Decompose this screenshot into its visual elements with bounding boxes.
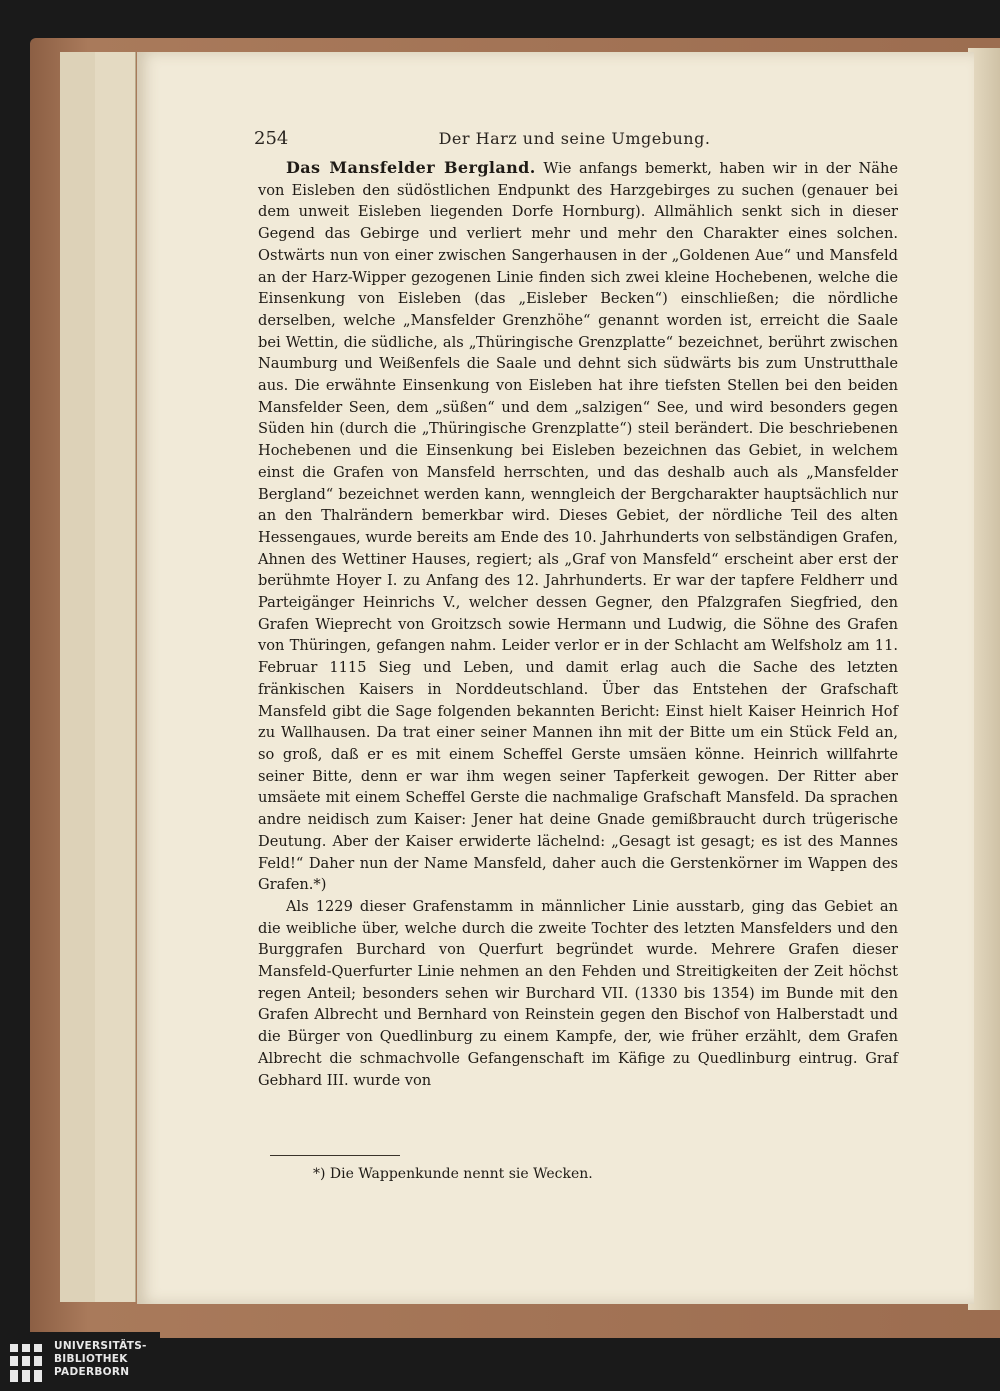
running-head: Der Harz und seine Umgebung. (438, 129, 711, 148)
paragraph-1 (258, 157, 898, 896)
paragraph-1-text: Wie anfangs bemerkt, haben wir in der Nähe von Eisleben den südöstlichen Endpunkt des Harzgebirges zu suchen (genauer bei dem unweit Eisleben liegenden Dorfe Hornburg). Allmählich senkt sich in dieser Gegend das Gebirge und verliert mehr und mehr den Charakter eines solchen. Ostwärts nun von einer zwischen Sangerhausen in der „Goldenen Aue“ und Mansfeld an der Harz-Wipper gezogenen Linie finden sich zwei kleine Hochebenen, welche die Einsenkung von Eisleben (das „Eisleber Becken“) einschließen; die nördliche derselben, welche „Mansfelder Grenzhöhe“ genannt worden ist, erreicht die Saale bei Wettin, die südliche, als „Thüringische Grenzplatte“ bezeichnet, berührt zwischen Naumburg und Weißenfels die Saale und dehnt sich südwärts bis zum Unstrutthale aus. Die erwähnte Einsenkung von Eisleben hat ihre tiefsten Stellen bei den beiden Mansfelder Seen, dem „süßen“ und dem „salzigen“ See, und wird besonders gegen Süden hin (durch die „Thüringische Grenzplatte“) steil berändert. Die beschriebenen Hochebenen und die Einsenkung bei Eisleben bezeichnen das Gebiet, in welchem einst die Grafen von Mansfeld herrschten, und das deshalb auch als „Mansfelder Bergland“ bezeichnet werden kann, wenngleich der Bergcharakter hauptsächlich nur an den Thalrändern bemerkbar wird. Dieses Gebiet, der nördliche Teil des alten Hessengaues, wurde bereits am Ende des 10. Jahrhunderts von selbständigen Grafen, Ahnen des Wettiner Hauses, regiert; als „Graf von Mansfeld“ erscheint aber erst der berühmte Hoyer I. zu Anfang des 12. Jahrhunderts. Er war der tapfere Feldherr und Parteigänger Heinrichs V., welcher dessen Gegner, den Pfalzgrafen Siegfried, den Grafen Wieprecht von Groitzsch sowie Hermann und Ludwig, die Söhne des Grafen von Thüringen, gefangen nahm. Leider verlor er in der Schlacht am Welfsholz am 11. Februar 1115 Sieg und Leben, und damit erlag auch die Sache des letzten fränkischen Kaisers in Norddeutschland. Über das Entstehen der Grafschaft Mansfeld gibt die Sage folgenden bekannten Bericht: Einst hielt Kaiser Heinrich Hof zu Wallhausen. Da trat einer seiner Mannen ihn mit der Bitte um ein Stück Feld an, so groß, daß er es mit einem Scheffel Gerste umsäen könne. Heinrich willfahrte seiner Bitte, denn er war ihm wegen seiner Tapferkeit gewogen. Der Ritter aber umsäete mit einem Scheffel Gerste die nachmalige Grafschaft Mansfeld. Da sprachen andre neidisch zum Kaiser: Jener hat deine Gnade gemißbraucht durch trügerische Deutung. Aber der Kaiser erwiderte lächelnd: „Gesagt ist gesagt; es ist des Mannes Feld!“ Daher nun der Name Mansfeld, daher auch die Gerstenkörner im Wappen des Grafen.*) (258, 160, 898, 894)
paragraph-2: Als 1229 dieser Grafenstamm in männlicher Linie ausstarb, ging das Gebiet an die weibliche über, welche durch die zweite Tochter des letzten Mansfelders und den Burggrafen Burchard von Querfurt begründet wurde. Mehrere Grafen dieser Mansfeld-Querfurter Linie nehmen an den Fehden und Streitigkeiten der Zeit höchst regen Anteil; besonders sehen wir Burchard VII. (1330 bis 1354) im Bunde mit den Grafen Albrecht und Bernhard von Reinstein gegen den Bischof von Halberstadt und die Bürger von Quedlinburg zu einem Kampfe, der, wie früher erzählt, dem Grafen Albrecht die schmachvolle Gefangenschaft im Käfige zu Quedlinburg eintrug. Graf Gebhard III. wurde von (258, 897, 898, 1089)
page-number: 254 (254, 128, 289, 149)
section-title: Das Mansfelder Bergland. (286, 158, 536, 177)
body-text (258, 157, 898, 1091)
footnote: *) Die Wappenkunde nennt sie Wecken. (313, 1166, 593, 1182)
library-logo (0, 1332, 160, 1391)
page-header (252, 128, 897, 154)
page-edges-inner (95, 52, 136, 1302)
library-name (54, 1340, 147, 1379)
library-name-line-2: BIBLIOTHEK (54, 1353, 128, 1365)
library-crest-icon (8, 1340, 48, 1386)
library-name-line-1: UNIVERSITÄTS- (54, 1340, 147, 1352)
footnote-rule (270, 1155, 400, 1156)
library-name-line-3: PADERBORN (54, 1366, 130, 1378)
